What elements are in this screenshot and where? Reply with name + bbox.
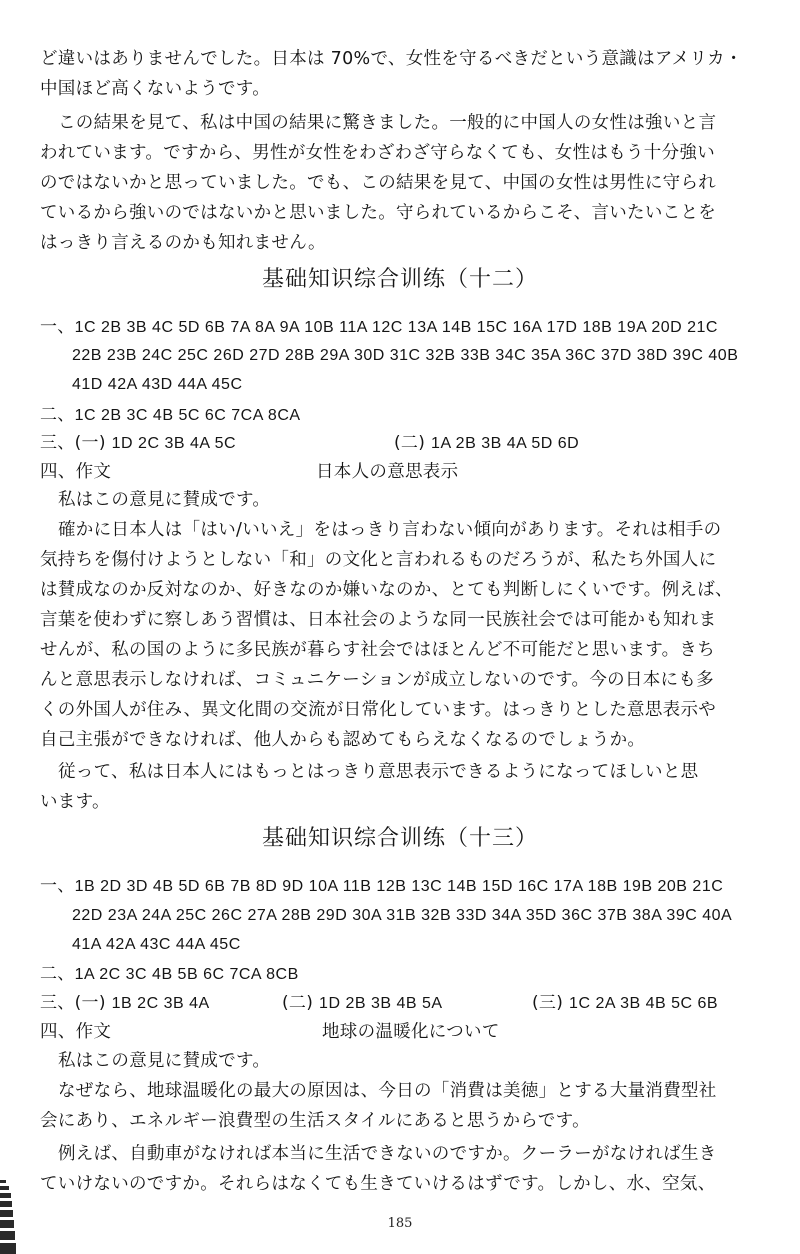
essay-title: 日本人の意思表示 — [316, 462, 459, 482]
essay-title: 地球の温暖化について — [322, 1022, 500, 1042]
text-line: はっきり言えるのかも知れません。 — [40, 233, 326, 253]
answer-part-1 — [40, 873, 723, 900]
text-line: われています。ですから、男性が女性をわざわざ守らなくても、女性はもう十分強い — [40, 143, 715, 163]
text-line: 中国ほど高くないようです。 — [40, 79, 270, 99]
answer-part-3 — [40, 430, 236, 457]
part-4-label: 四、作文 — [40, 1022, 112, 1042]
essay-line: 自己主張ができなければ、他人からも認めてもらえなくなるのでしょうか。 — [40, 730, 646, 750]
answer-text: 1A 2B 3B 4A 5D 6D — [431, 435, 580, 452]
answer-part-2 — [40, 402, 301, 429]
answer-text: 22B 23B 24C 25C 26D 27D 28B 29A 30D 31C 32B 33B 34C 35A 36C 37D 38D 39C 40B — [72, 347, 739, 364]
essay-line: なぜなら、地球温暖化の最大の原因は、今日の「消費は美徳」とする大量消費型社 — [58, 1081, 717, 1101]
answer-text: 1A 2C 3C 4B 5B 6C 7CA 8CB — [74, 966, 299, 983]
essay-line: くの外国人が住み、異文化間の交流が日常化しています。はっきりとした意思表示や — [40, 700, 717, 720]
page-number: 185 — [387, 1216, 413, 1231]
essay-line: 私はこの意見に賛成です。 — [58, 1051, 271, 1071]
answer-text: 22D 23A 24A 25C 26C 27A 28B 29D 30A 31B 32B 33D 34A 35D 36C 37B 38A 39C 40A — [72, 907, 733, 924]
sub-label: (二) — [282, 993, 314, 1013]
answer-part-2 — [40, 961, 299, 988]
answer-part-3 — [40, 990, 210, 1017]
answer-part-3-sub-3 — [532, 990, 718, 1017]
answer-part-3-sub-2 — [282, 990, 443, 1017]
essay-line: んと意思表示しなければ、コミュニケーションが成立しないのです。今の日本にも多 — [40, 670, 714, 690]
section-title: 基础知识综合训练（十三） — [261, 826, 538, 851]
essay-line: 会にあり、エネルギー浪費型の生活スタイルにあると思うからです。 — [40, 1111, 590, 1131]
essay-line: 確かに日本人は「はい/いいえ」をはっきり言わない傾向があります。それは相手の — [58, 520, 722, 540]
answer-text: 1C 2B 3C 4B 5C 6C 7CA 8CA — [74, 407, 301, 424]
part-label: 三、 — [40, 993, 75, 1013]
essay-line: います。 — [40, 792, 110, 812]
text-line: のではないかと思っていました。でも、この結果を見て、中国の女性は男性に守られ — [40, 173, 717, 193]
sub-label: (一) — [74, 993, 106, 1013]
essay-line: 私はこの意見に賛成です。 — [58, 490, 271, 510]
sub-label: (三) — [532, 993, 564, 1013]
answer-text: 41A 42A 43C 44A 45C — [72, 936, 241, 953]
part-label: 一、 — [40, 317, 75, 337]
essay-line: ていけないのですか。それらはなくても生きていけるはずです。しかし、水、空気、 — [40, 1174, 716, 1194]
scan-edge-mark — [0, 1170, 16, 1254]
text-line: ど違いはありませんでした。日本は 70%で、女性を守るべきだという意識はアメリカ・ — [40, 49, 743, 69]
answer-text: 1C 2B 3B 4C 5D 6B 7A 8A 9A 10B 11A 12C 13A 14B 15C 16A 17D 18B 19A 20D 21C — [74, 319, 718, 336]
sub-label: (二) — [394, 433, 426, 453]
part-label: 三、 — [40, 433, 75, 453]
essay-line: せんが、私の国のように多民族が暮らす社会ではほとんど不可能だと思います。きち — [40, 640, 715, 660]
part-4-label: 四、作文 — [40, 462, 112, 482]
section-title: 基础知识综合训练（十二） — [261, 267, 538, 292]
essay-line: 言葉を使わずに察しあう習慣は、日本社会のような同一民族社会では可能かも知れま — [40, 610, 717, 630]
part-label: 一、 — [40, 876, 75, 896]
part-label: 二、 — [40, 405, 75, 425]
essay-line: 例えば、自動車がなければ本当に生活できないのですか。クーラーがなければ生き — [58, 1144, 717, 1164]
answer-text: 1B 2D 3D 4B 5D 6B 7B 8D 9D 10A 11B 12B 13C 14B 15D 16C 17A 18B 19B 20B 21C — [74, 878, 724, 895]
text-line: ているから強いのではないかと思いました。守られているからこそ、言いたいことを — [40, 203, 717, 223]
sub-label: (一) — [74, 433, 106, 453]
answer-text: 1C 2A 3B 4B 5C 6B — [569, 995, 719, 1012]
part-label: 二、 — [40, 964, 75, 984]
answer-text: 1B 2C 3B 4A — [111, 995, 210, 1012]
answer-part-1 — [40, 314, 718, 341]
answer-text: 41D 42A 43D 44A 45C — [72, 376, 243, 393]
essay-line: 従って、私は日本人にはもっとはっきり意思表示できるようになってほしいと思 — [58, 762, 699, 782]
answer-part-3-sub-2 — [394, 430, 579, 457]
essay-line: は賛成なのか反対なのか、好きなのか嫌いなのか、とても判断しにくいです。例えば、 — [40, 580, 733, 600]
essay-line: 気持ちを傷付けようとしない「和」の文化と言われるものだろうが、私たち外国人に — [40, 550, 717, 570]
answer-text: 1D 2C 3B 4A 5C — [111, 435, 237, 452]
text-line: この結果を見て、私は中国の結果に驚きました。一般的に中国人の女性は強いと言 — [58, 113, 717, 133]
answer-text: 1D 2B 3B 4B 5A — [319, 995, 443, 1012]
